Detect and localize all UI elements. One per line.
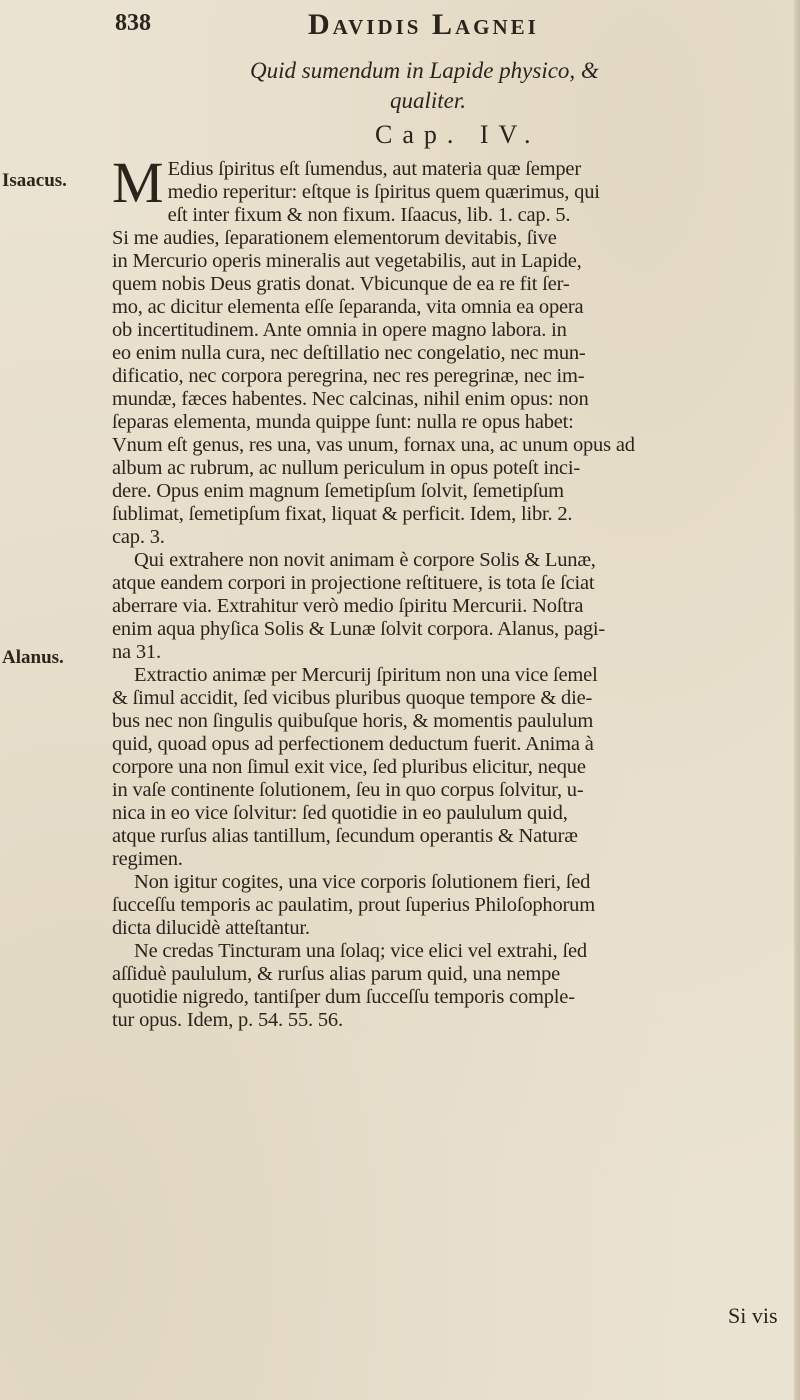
- text-line: dicta dilucidè atteſtantur.: [112, 917, 310, 939]
- text-line: atque eandem corpori in projectione reſtituere, is tota ſe ſciat: [112, 572, 595, 594]
- text-line: album ac rubrum, ac nullum periculum in opus poteſt inci-: [112, 457, 580, 479]
- text-line: mundæ, fæces habentes. Nec calcinas, nihil enim opus: non: [112, 388, 589, 410]
- text-line: in Mercurio operis mineralis aut vegetabilis, aut in Lapide,: [112, 250, 582, 272]
- text-line: eſt inter fixum & non fixum. Iſaacus, lib. 1. cap. 5.: [167, 204, 571, 226]
- text-line: nica in eo vice ſolvitur: ſed quotidie in eo paululum quid,: [112, 802, 568, 824]
- drop-cap: M: [112, 150, 164, 215]
- text-line: Vnum eſt genus, res una, vas unum, fornax una, ac unum opus ad: [112, 434, 635, 456]
- text-line: ſublimat, ſemetipſum fixat, liquat & perficit. Idem, libr. 2.: [112, 503, 573, 525]
- text-line: Non igitur cogites, una vice corporis ſolutionem fieri, ſed: [134, 871, 591, 893]
- text-line: Si me audies, ſeparationem elementorum devitabis, ſive: [112, 227, 557, 249]
- text-line: bus nec non ſingulis quibuſque horis, & momentis paululum: [112, 710, 594, 732]
- text-line: tur opus. Idem, p. 54. 55. 56.: [112, 1009, 343, 1031]
- text-line: aſſiduè paululum, & rurſus alias parum quid, una nempe: [112, 963, 561, 985]
- running-header: [0, 8, 800, 42]
- text-line: & ſimul accidit, ſed vicibus pluribus quoque tempore & die-: [112, 687, 593, 709]
- text-line: Edius ſpiritus eſt ſumendus, aut materia quæ ſemper: [167, 158, 581, 180]
- text-line: quotidie nigredo, tantiſper dum ſucceſſu temporis comple-: [112, 986, 575, 1008]
- marginal-note-alanus: Alanus.: [2, 647, 64, 668]
- text-line: quid, quoad opus ad perfectionem deductum fuerit. Anima à: [112, 733, 594, 755]
- text-line: dere. Opus enim magnum ſemetipſum ſolvit, ſemetipſum: [112, 480, 564, 502]
- text-line: Extractio animæ per Mercurij ſpiritum non una vice ſemel: [134, 664, 598, 686]
- text-line: Qui extrahere non novit animam è corpore Solis & Lunæ,: [134, 549, 596, 571]
- text-line: quem nobis Deus gratis donat. Vbicunque de ea re fit ſer-: [112, 273, 570, 295]
- page-number: 838: [115, 10, 151, 36]
- catchword: Si vis: [728, 1303, 778, 1328]
- text-line: atque rurſus alias tantillum, ſecundum operantis & Naturæ: [112, 825, 578, 847]
- text-line: ſeparas elementa, munda quippe ſunt: nulla re opus habet:: [112, 411, 574, 433]
- text-line: in vaſe continente ſolutionem, ſeu in quo corpus ſolvitur, u-: [112, 779, 584, 801]
- text-line: eo enim nulla cura, nec deſtillatio nec congelatio, nec mun-: [112, 342, 586, 364]
- text-line: aberrare via. Extrahitur verò medio ſpiritu Mercurii. Noſtra: [112, 595, 584, 617]
- text-line: dificatio, nec corpora peregrina, nec res peregrinæ, nec im-: [112, 365, 585, 387]
- text-line: enim aqua phyſica Solis & Lunæ ſolvit corpora. Alanus, pagi-: [112, 618, 606, 640]
- section-title-line1: Quid sumendum in Lapide physico, &: [250, 58, 599, 83]
- text-line: na 31.: [112, 641, 161, 663]
- text-line: ſucceſſu temporis ac paulatim, prout ſuperius Philoſophorum: [112, 894, 595, 916]
- section-title-line2: qualiter.: [390, 88, 467, 113]
- text-line: regimen.: [112, 848, 183, 870]
- text-line: cap. 3.: [112, 526, 165, 548]
- text-line: corpore una non ſimul exit vice, ſed pluribus elicitur, neque: [112, 756, 586, 778]
- chapter-heading: Cap. IV.: [375, 120, 541, 149]
- running-title: Davidis Lagnei: [308, 8, 539, 41]
- text-line: ob incertitudinem. Ante omnia in opere magno labora. in: [112, 319, 567, 341]
- body-text: [112, 150, 800, 1032]
- text-line: medio reperitur: eſtque is ſpiritus quem quærimus, qui: [167, 181, 600, 203]
- text-line: mo, ac dicitur elementa eſſe ſeparanda, vita omnia ea opera: [112, 296, 584, 318]
- text-line: Ne credas Tincturam una ſolaq; vice elici vel extrahi, ſed: [134, 940, 587, 962]
- marginal-note-isaacus: Isaacus.: [2, 170, 67, 191]
